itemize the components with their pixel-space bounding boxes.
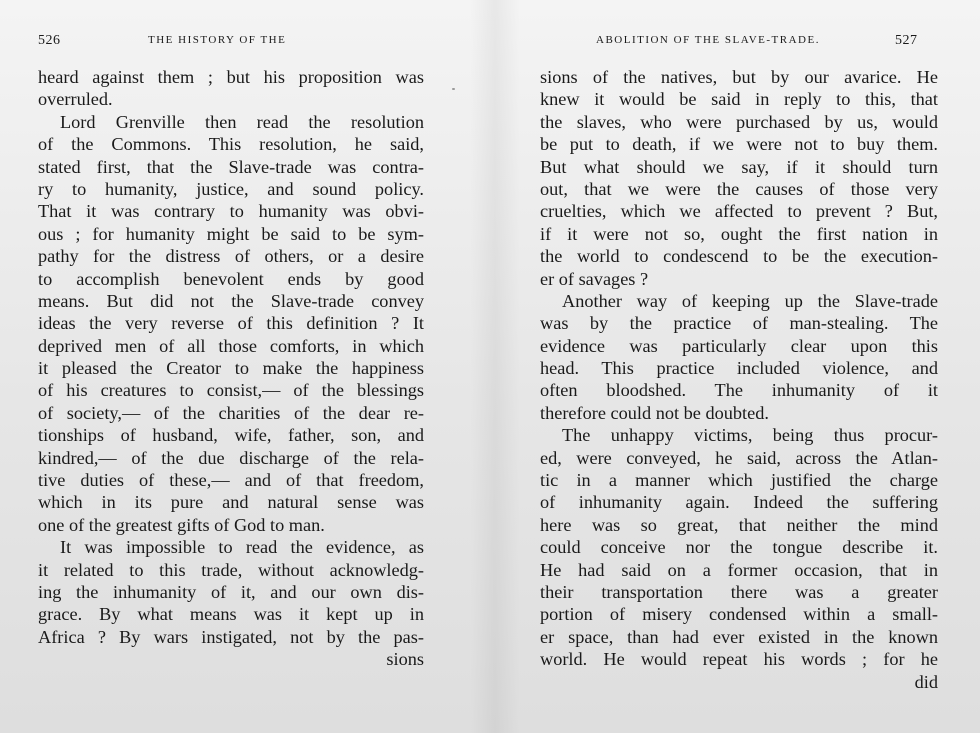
text-line: out, that we were the causes of those very bbox=[540, 178, 938, 199]
text-line: That it was contrary to humanity was obvi- bbox=[38, 201, 424, 222]
text-line: tic in a manner which justified the charge bbox=[540, 470, 938, 491]
text-line: world. He would repeat his words ; for he bbox=[540, 649, 938, 670]
page-number: 526 bbox=[38, 33, 61, 48]
text-line: here was so great, that neither the mind bbox=[540, 514, 938, 535]
text-line: be put to death, if we were not to buy them. bbox=[540, 134, 938, 155]
text-line: it related to this trade, without acknowledg- bbox=[38, 559, 424, 580]
text-line: heard against them ; but his proposition was bbox=[38, 67, 424, 87]
text-line: cruelties, which we affected to prevent ? But, bbox=[540, 201, 938, 222]
text-line: Lord Grenville then read the resolution bbox=[60, 111, 424, 132]
text-line: of inhumanity again. Indeed the suffering bbox=[540, 492, 938, 513]
text-line: ed, were conveyed, he said, across the Atlan- bbox=[540, 447, 938, 468]
text-line: head. This practice included violence, and bbox=[540, 358, 938, 379]
text-line: grace. By what means was it kept up in bbox=[38, 604, 424, 625]
text-line: ous ; for humanity might be said to be sym- bbox=[38, 223, 424, 244]
text-line: it pleased the Creator to make the happiness bbox=[38, 358, 424, 379]
paper-speck bbox=[452, 88, 455, 90]
text-line: to accomplish benevolent ends by good bbox=[38, 268, 424, 289]
text-line: It was impossible to read the evidence, as bbox=[60, 537, 424, 558]
text-line: the slaves, who were purchased by us, would bbox=[540, 111, 938, 132]
text-line: He had said on a former occasion, that in bbox=[540, 559, 938, 580]
text-line: kindred,— of the due discharge of the rela- bbox=[38, 447, 424, 468]
text-line: evidence was particularly clear upon this bbox=[540, 335, 938, 356]
text-line: er of savages ? bbox=[540, 268, 649, 289]
body-text bbox=[38, 66, 424, 671]
text-line: pathy for the distress of others, or a desire bbox=[38, 246, 424, 267]
text-line: often bloodshed. The inhumanity of it bbox=[540, 380, 938, 401]
body-text bbox=[540, 66, 938, 693]
text-line: their transportation there was a greater bbox=[540, 581, 938, 602]
text-line: was by the practice of man-stealing. The bbox=[540, 313, 938, 334]
text-line: tive duties of these,— and of that freedom, bbox=[38, 470, 424, 491]
text-line: knew it would be said in reply to this, that bbox=[540, 89, 938, 110]
text-line: therefore could not be doubted. bbox=[540, 402, 769, 423]
text-line: which in its pure and natural sense was bbox=[38, 492, 424, 513]
text-line: But what should we say, if it should turn bbox=[540, 156, 938, 177]
text-line: Africa ? By wars instigated, not by the pas- bbox=[38, 626, 424, 647]
text-line: of his creatures to consist,— of the blessings bbox=[38, 380, 424, 401]
text-line: tionships of husband, wife, father, son, and bbox=[38, 425, 424, 446]
text-line: er space, than had ever existed in the known bbox=[540, 626, 938, 647]
text-line: ry to humanity, justice, and sound policy. bbox=[38, 178, 424, 199]
catchword: sions bbox=[386, 649, 424, 670]
text-line: ideas the very reverse of this definition ? It bbox=[38, 313, 424, 334]
text-line: stated first, that the Slave-trade was contra- bbox=[38, 156, 424, 177]
text-line: the world to condescend to be the execution- bbox=[540, 246, 938, 267]
page-number: 527 bbox=[895, 33, 918, 48]
text-line: could conceive nor the tongue describe it. bbox=[540, 537, 938, 558]
running-head: THE HISTORY OF THE bbox=[148, 34, 287, 46]
text-line: means. But did not the Slave-trade convey bbox=[38, 290, 424, 311]
right-page bbox=[500, 0, 980, 733]
left-page bbox=[0, 0, 480, 733]
catchword: did bbox=[914, 671, 938, 692]
text-line: of society,— of the charities of the dear re- bbox=[38, 402, 424, 423]
text-line: deprived men of all those comforts, in which bbox=[38, 335, 424, 356]
text-line: of the Commons. This resolution, he said, bbox=[38, 134, 424, 155]
text-line: sions of the natives, but by our avarice. He bbox=[540, 67, 938, 87]
text-line: Another way of keeping up the Slave-trade bbox=[562, 290, 938, 311]
text-line: The unhappy victims, being thus procur- bbox=[562, 425, 938, 446]
text-line: ing the inhumanity of it, and our own dis- bbox=[38, 581, 424, 602]
text-line: overruled. bbox=[38, 89, 113, 110]
text-line: one of the greatest gifts of God to man. bbox=[38, 514, 325, 535]
text-line: if it were not so, ought the first nation in bbox=[540, 223, 938, 244]
running-head: ABOLITION OF THE SLAVE-TRADE. bbox=[596, 34, 820, 46]
text-line: portion of misery condensed within a small- bbox=[540, 604, 938, 625]
